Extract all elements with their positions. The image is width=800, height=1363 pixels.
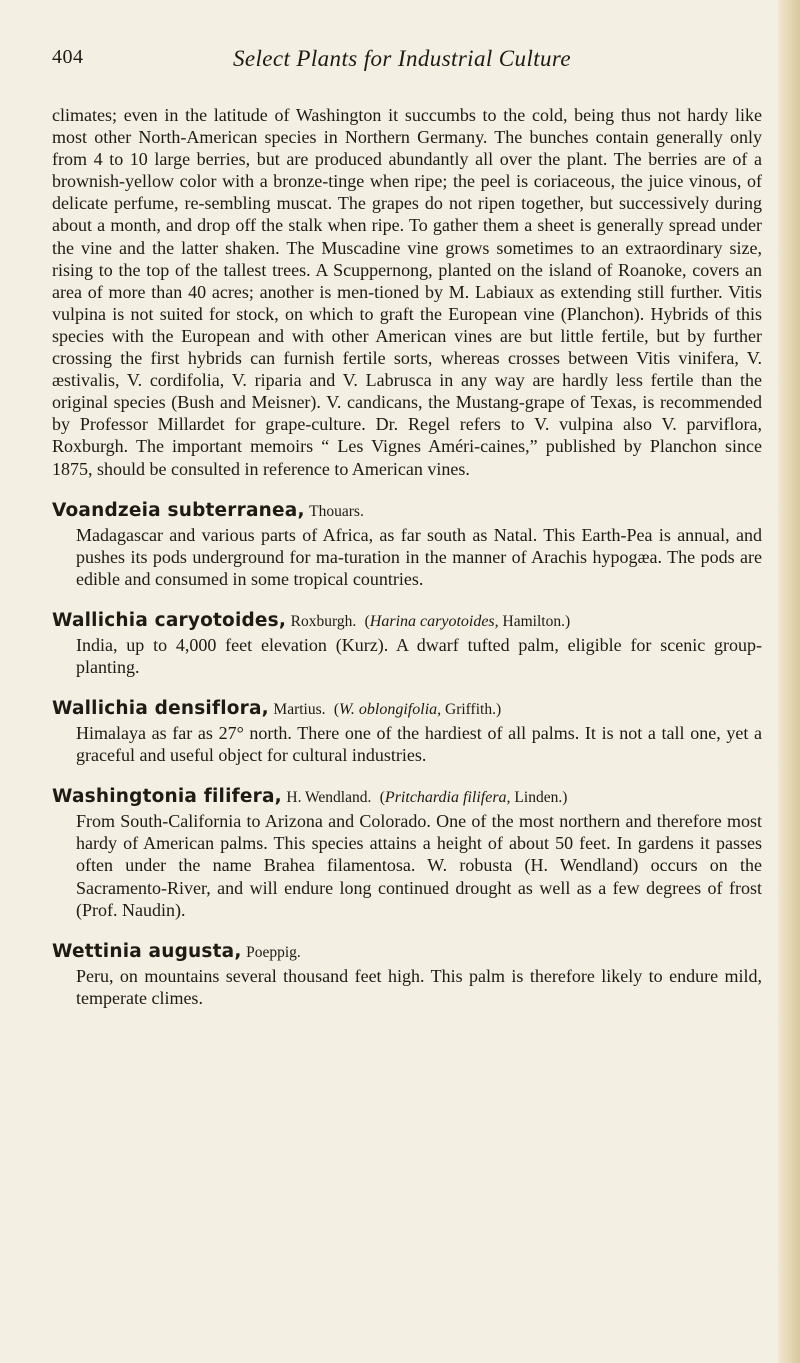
entry-heading [52,784,762,810]
entry-description: India, up to 4,000 feet elevation (Kurz). A dwarf tufted palm, eligible for scenic group-planting. [76,634,762,677]
entry-wettinia [52,939,762,1009]
entry-description: From South-California to Arizona and Colorado. One of the most northern and therefore most hardy of American palms. This species attains a height of about 50 feet. In gardens it passes often under the name Brahea filamentosa. W. robusta (H. Wendland) occurs on the Sacramento-River, and will endure long continued drought as well as a few degrees of frost (Prof. Naudin). [76,811,762,920]
species-author: Martius. [273,701,326,719]
species-author: Poeppig. [246,943,301,961]
continuation-paragraph: climates; even in the latitude of Washington it succumbs to the cold, being thus not hardy like most other North-American species in Northern Germany. The bunches contain generally only from 4 to 10 large berries, but are produced abundantly all over the plant. The berries are of a brownish-yellow color with a bronze-tinge when ripe; the peel is coriaceous, the juice vinous, of delicate perfume, re-sembling muscat. The grapes do not ripen together, but successively during about a month, and drop off the stalk when ripe. To gather them a sheet is generally spread under the vine and the latter shaken. The Muscadine vine grows sometimes to an extraordinary size, rising to the top of the tallest trees. A Scuppernong, planted on the island of Roanoke, covers an area of more than 40 acres; another is men-tioned by M. Labiaux as extending still further. Vitis vulpina is not suited for stock, on which to graft the European vine (Planchon). Hybrids of this species with the European and with other American vines are but little fertile, but by further crossing the first hybrids can furnish fertile sorts, whereas crosses between Vitis vinifera, V. æstivalis, V. cordifolia, V. riparia and V. Labrusca in any way are hardly less fertile than the original species (Bush and Meisner). V. candicans, the Mustang-grape of Texas, is recommended by Professor Millardet for grape-culture. Dr. Regel refers to V. vulpina also V. parviflora, Roxburgh. The important memoirs “ Les Vignes Améri-caines,” published by Planchon since 1875, should be consulted in reference to American vines. [52,105,762,479]
entry-wallichia-densiflora [52,696,762,766]
running-title: Select Plants for Industrial Culture [232,46,572,71]
synonym-name: W. oblongifolia, [339,701,442,719]
synonym-author: Linden. [514,789,563,807]
synonym: (Harina caryotoides, Hamilton.) [360,612,571,630]
species-name: Wettinia augusta, [52,940,242,962]
entry-voandzeia [52,498,762,590]
species-author: Thouars. [309,502,364,520]
entry-heading [52,939,762,965]
page-edge [778,0,800,1363]
entry-wallichia-caryotoides [52,608,762,678]
synonym-author: Hamilton. [502,612,565,630]
page-number: 404 [52,46,84,68]
species-author: H. Wendland. [286,789,372,807]
synonym-name: Harina caryotoides, [369,612,499,630]
species-name: Voandzeia subterranea, [52,499,305,521]
entry-description: Himalaya as far as 27° north. There one of the hardiest of all palms. It is not a tall one, yet a graceful and useful object for cultural industries. [76,723,762,766]
entry-description: Peru, on mountains several thousand feet high. This palm is therefore likely to endure mild, temperate climes. [76,965,762,1008]
page-body [52,104,762,1009]
synonym: (Pritchardia filifera, Linden.) [375,789,568,807]
page-header [52,46,752,86]
synonym-author: Griffith. [445,701,496,719]
species-author: Roxburgh. [290,612,357,630]
entry-description: Madagascar and various parts of Africa, as far south as Natal. This Earth-Pea is annual, and pushes its pods underground for ma-turation in the manner of Arachis hypogæa. The pods are edible and consumed in some tropical countries. [76,524,762,589]
entry-washingtonia [52,784,762,920]
species-name: Washingtonia filifera, [52,786,282,808]
synonym-name: Pritchardia filifera, [384,789,511,807]
entry-heading [52,498,762,524]
entry-heading [52,696,762,722]
species-name: Wallichia caryotoides, [52,609,287,631]
species-name: Wallichia densiflora, [52,698,269,720]
entry-heading [52,608,762,634]
synonym: (W. oblongifolia, Griffith.) [330,701,502,719]
